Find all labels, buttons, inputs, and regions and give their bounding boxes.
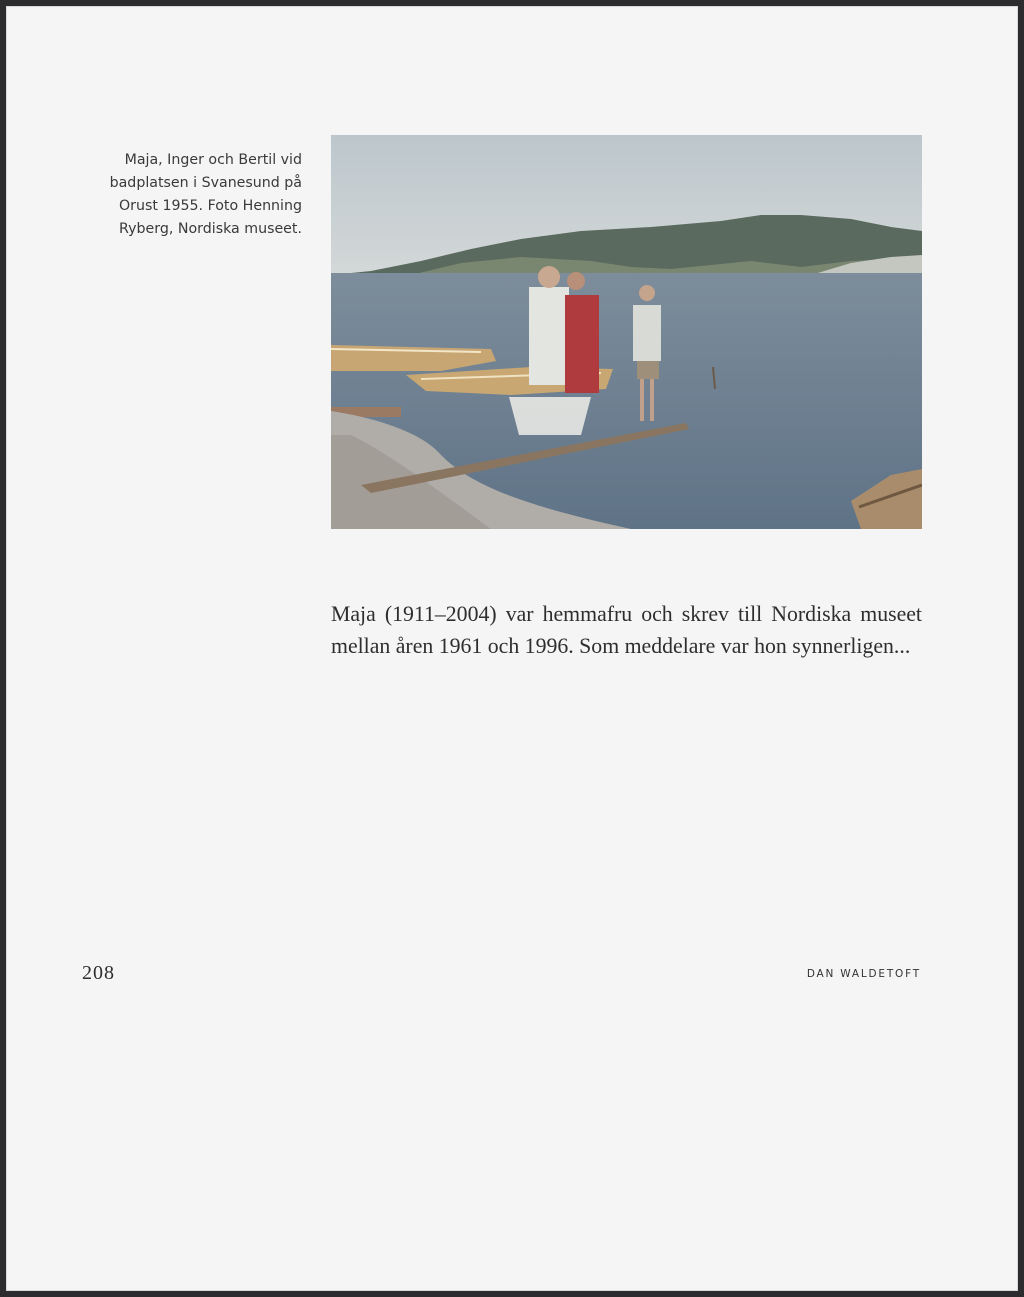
caption-line: Maja, Inger och Bertil vid — [124, 152, 302, 168]
caption-line: badplatsen i Svanesund på — [109, 175, 302, 191]
photo-bathing-place — [331, 135, 922, 529]
caption-line: Orust 1955. Foto Henning — [119, 198, 302, 214]
photo-illustration — [331, 135, 922, 529]
caption-line: Ryberg, Nordiska museet. — [119, 221, 302, 237]
paragraph: Maja (1911–2004) var hemmafru och skrev till Nordiska museet mellan åren 1961 och 1996. Som meddelare var hon synnerligen... — [331, 602, 922, 659]
photo-caption — [95, 149, 302, 241]
book-page — [6, 6, 1018, 1291]
page-number: 208 — [82, 962, 115, 984]
body-text — [331, 598, 922, 663]
running-footer-author: DAN WALDETOFT — [806, 968, 921, 980]
